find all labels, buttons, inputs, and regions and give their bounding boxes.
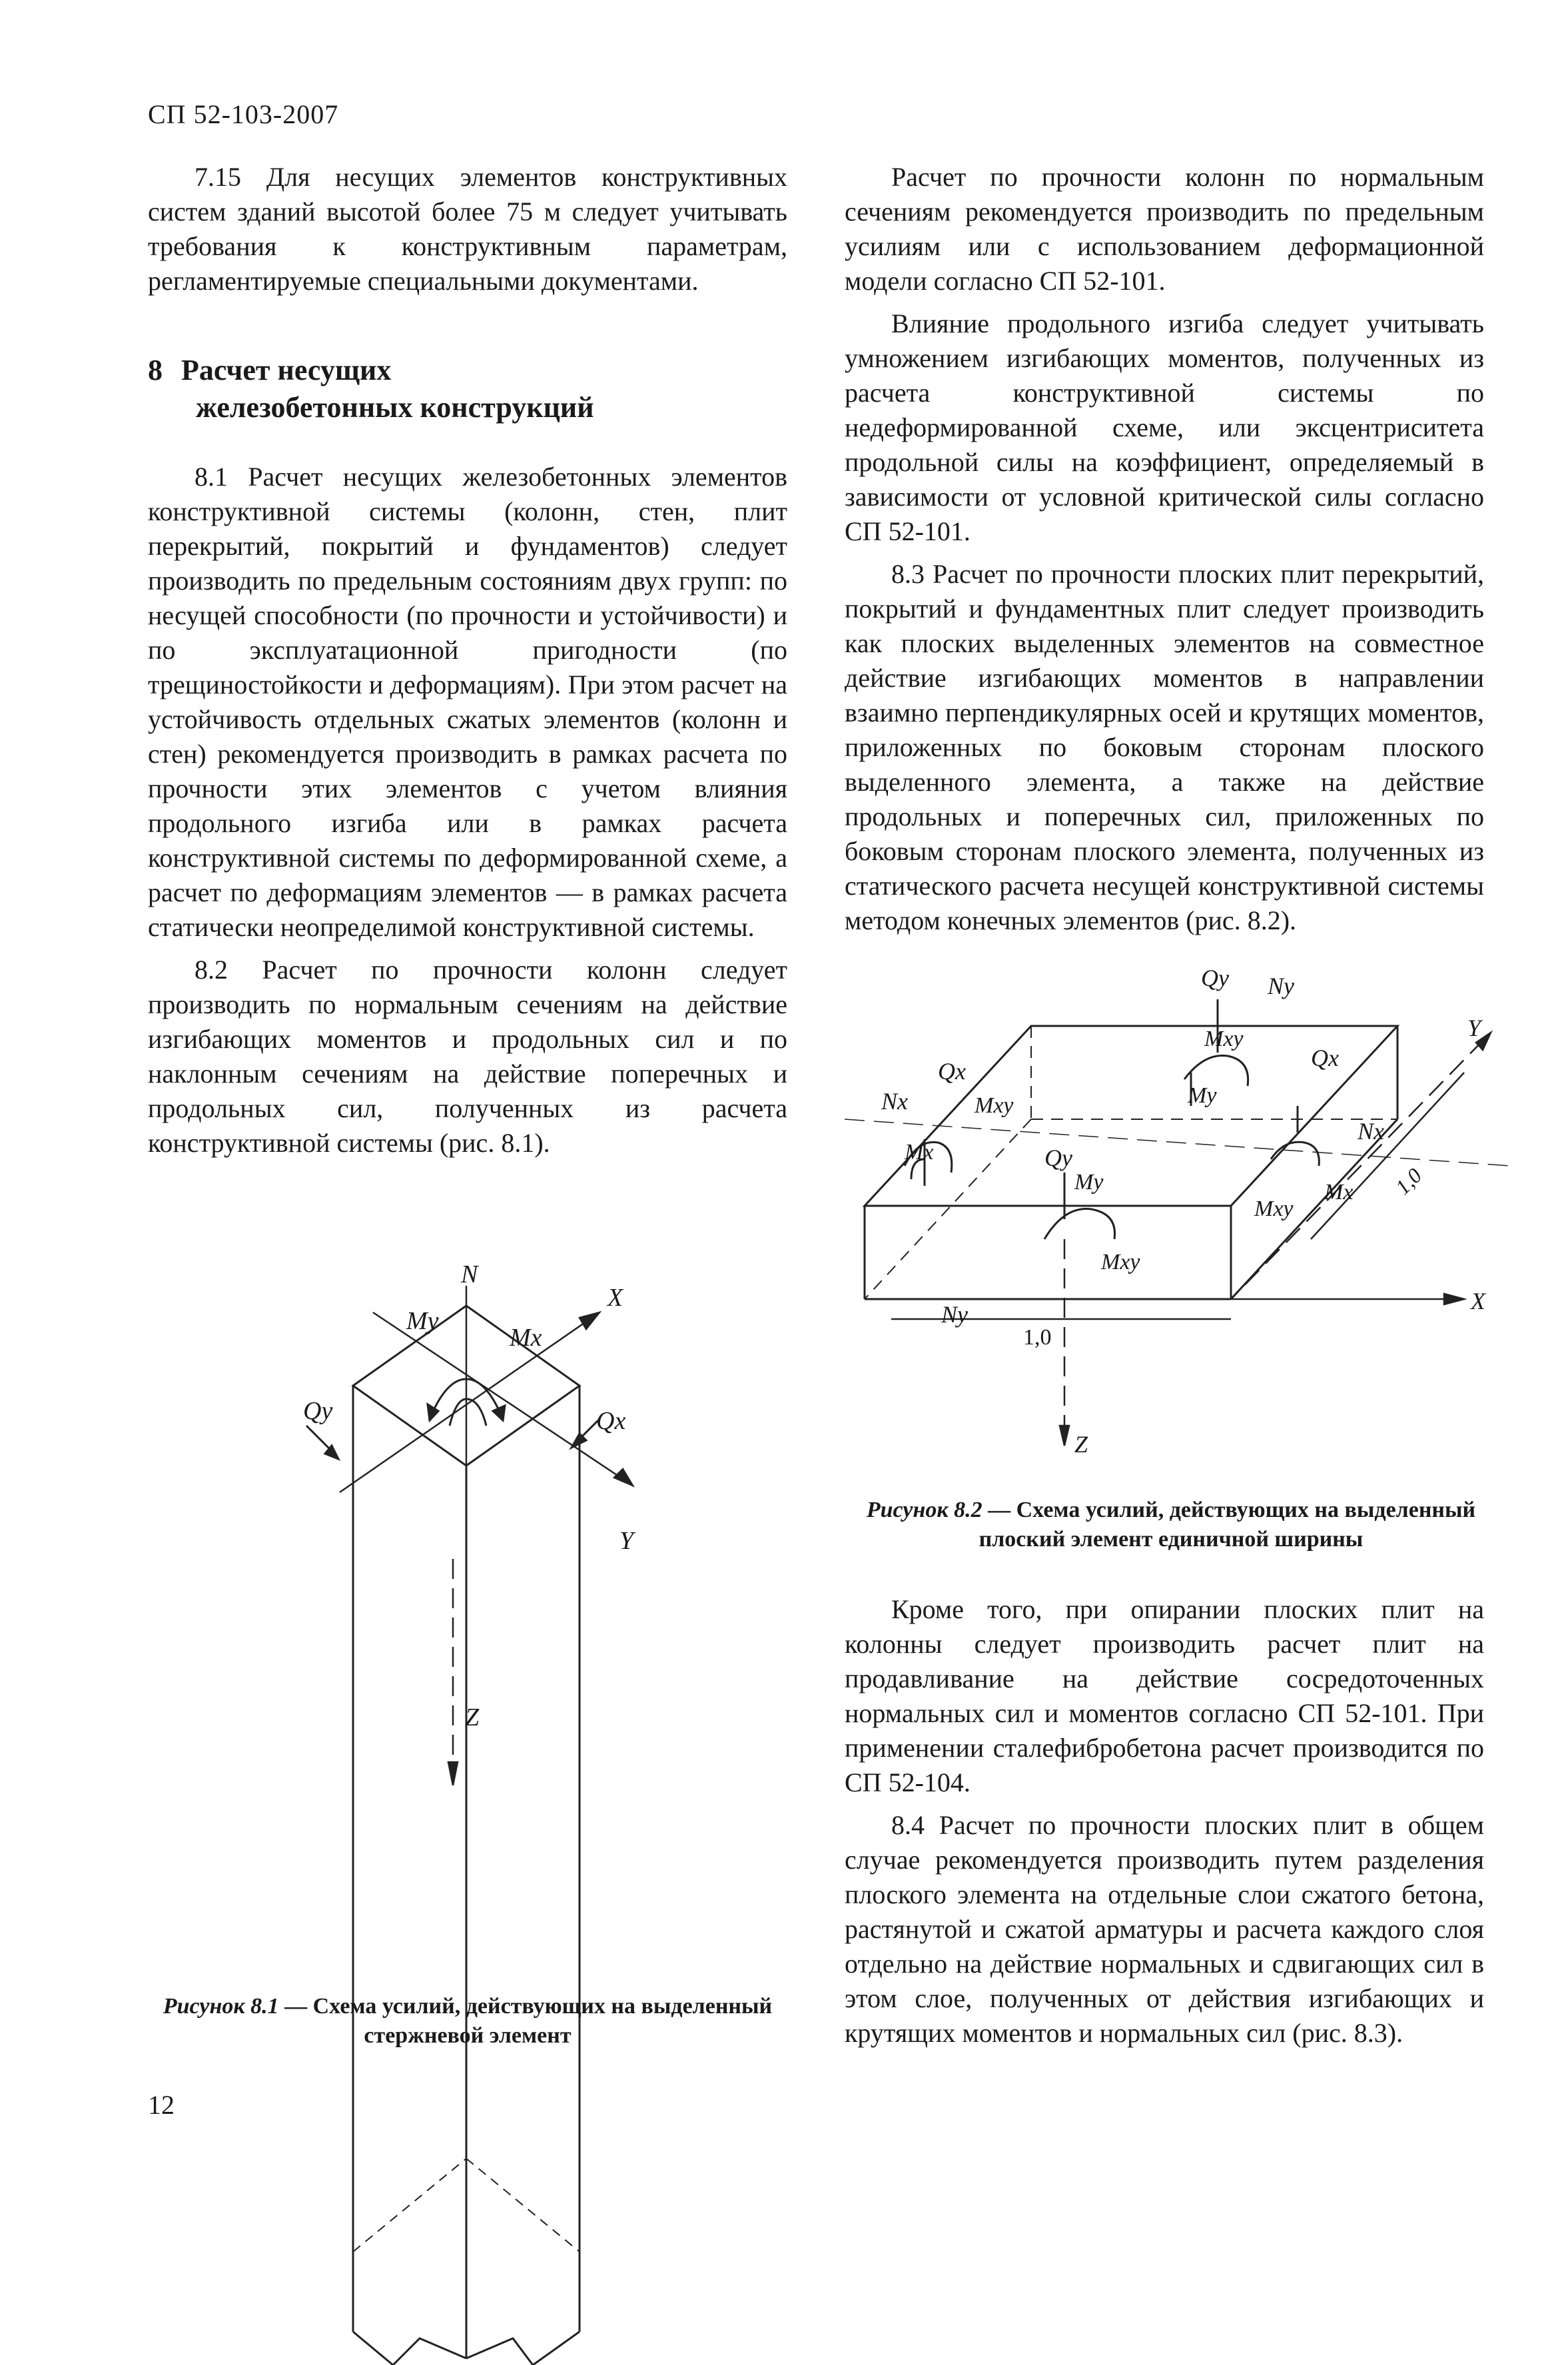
label-My: My [406,1307,439,1335]
label-N: N [461,1266,478,1288]
label-Mxy-right: Mxy [1254,1196,1294,1221]
label-one-bottom: 1,0 [1023,1325,1052,1350]
axis-lines [340,1286,633,1785]
section-number: 8 [148,354,163,386]
label-Y: Y [1467,1015,1481,1041]
figure-8-1-column-diagram [286,1266,699,2365]
label-Qx: Qx [596,1407,626,1435]
label-Nx-right: Nx [1358,1118,1384,1145]
label-Qx-right: Qx [1311,1045,1339,1071]
section-title-line1: Расчет несущих [181,354,392,386]
label-Ny: Ny [1268,973,1294,999]
figure-8-2-caption-text: — Схема усилий, действующих на выделенный плоский элемент единичной ширины [979,1498,1476,1552]
label-Mxy-center: Mxy [1101,1250,1140,1274]
label-Z: Z [465,1703,480,1731]
figure-8-1-caption-text: — Схема усилий, действующих на выделенный стержневой элемент [278,1994,773,2048]
section-title [148,352,787,426]
paragraph-8-2: 8.2 Расчет по прочности колонн следует производить по нормальным сечениям на действие изгибающих моментов и продольных сил и по наклонным сечениям на действие поперечных и продольных сил, полученных из расчета конструктивной системы (рис. 8.1). [148,955,787,1158]
label-Mxy-left: Mxy [975,1093,1014,1118]
figure-8-1-caption-label: Рисунок 8.1 [163,1994,279,2019]
paragraph-punching: Кроме того, при опирании плоских плит на колонны следует производить расчет плит на продавливание на действие сосредоточенных нормальных сил и моментов согласно СП 52-101. При применении сталефибробетона расчет производится по СП 52-104. [845,1594,1484,1797]
label-Z: Z [1074,1431,1088,1458]
running-header: СП 52-103-2007 [148,99,339,129]
paragraph-7-15: 7.15 Для несущих элементов конструктивных систем зданий высотой более 75 м следует учитывать требования к конструктивным параметрам, регламентируемые специальными документами. [148,162,787,296]
section-title-line2: железобетонных конструкций [196,391,594,424]
paragraph-8-3: 8.3 Расчет по прочности плоских плит перекрытий, покрытий и фундаментных плит следует производить как плоских выделенных элементов на совместное действие изгибающих моментов в направлении взаимно перпендикулярных осей и крутящих моментов, приложенных по боковым сторонам плоского выделенного элемента, а также на действие продольных и поперечных сил, приложенных по боковым сторонам плоского элемента, полученных из статического расчета несущей конструктивной системы методом конечных элементов (рис. 8.2). [845,559,1484,935]
figure-8-2-caption-label: Рисунок 8.2 [866,1498,982,1522]
label-Mxy-top: Mxy [1204,1027,1244,1051]
paragraph-buckling: Влияние продольного изгиба следует учитывать умножением изгибающих моментов, полученных из расчета конструктивной системы по недеформированной схеме, или эксцентриситета продольной силы на коэффициент, определяемый в зависимости от условной критической силы согласно СП 52-101. [845,308,1484,546]
label-one-diagonal: 1,0 [1390,1163,1427,1199]
label-My-top: My [1188,1083,1217,1108]
label-Nx-left: Nx [881,1088,908,1115]
label-Qx-left: Qx [938,1058,966,1085]
label-Mx-right: Mx [1324,1180,1354,1204]
right-column-lower [845,1592,1484,2051]
figure-8-1-caption [148,1992,787,2051]
label-My-center: My [1074,1170,1104,1194]
left-column [148,160,787,1161]
label-Mx: Mx [510,1324,542,1352]
paragraph-column-strength: Расчет по прочности колонн по нормальным сечениям рекомендуется производить по предельным усилиям или с использованием деформационной модели согласно СП 52-101. [845,162,1484,296]
figure-8-2-caption [845,1496,1497,1554]
label-Qy-center: Qy [1044,1145,1072,1171]
label-Qy-top: Qy [1201,965,1229,991]
plate-axes [845,1033,1511,1446]
label-Y: Y [619,1527,634,1555]
paragraph-8-4: 8.4 Расчет по прочности плоских плит в общем случае рекомендуется производить путем разделения плоского элемента на отдельные слои сжатого бетона, растянутой и сжатой арматуры и расчета каждого слоя отдельно на действие нормальных и сдвигающих сил в этом слое, полученных от действия изгибающих и крутящих моментов и нормальных сил (рис. 8.3). [845,1810,1484,2048]
label-X: X [607,1284,623,1312]
shear-arrows [306,1419,599,1459]
label-Ny-bottom: Ny [941,1301,968,1328]
figure-8-2-plate-diagram [845,959,1511,1466]
page-number: 12 [148,2090,175,2120]
label-X: X [1471,1288,1485,1314]
paragraph-8-1: 8.1 Расчет несущих железобетонных элементов конструктивной системы (колонн, стен, плит перекрытий, покрытий и фундаментов) следует производить по предельным состояниям двух групп: по несущей способности (по прочности и устойчивости) и по эксплуатационной пригодности (по трещиностойкости и деформациям). При этом расчет на устойчивость отдельных сжатых элементов (колонн и стен) рекомендуется производить в рамках расчета по прочности этих элементов с учетом влияния продольного изгиба или в рамках расчета конструктивной системы по деформированной схеме, а расчет по деформациям элементов — в рамках расчета статически неопределимой конструктивной системы. [148,462,787,942]
label-Qy: Qy [303,1397,333,1425]
label-Mx-left: Mx [905,1140,934,1165]
right-column [845,160,1484,938]
